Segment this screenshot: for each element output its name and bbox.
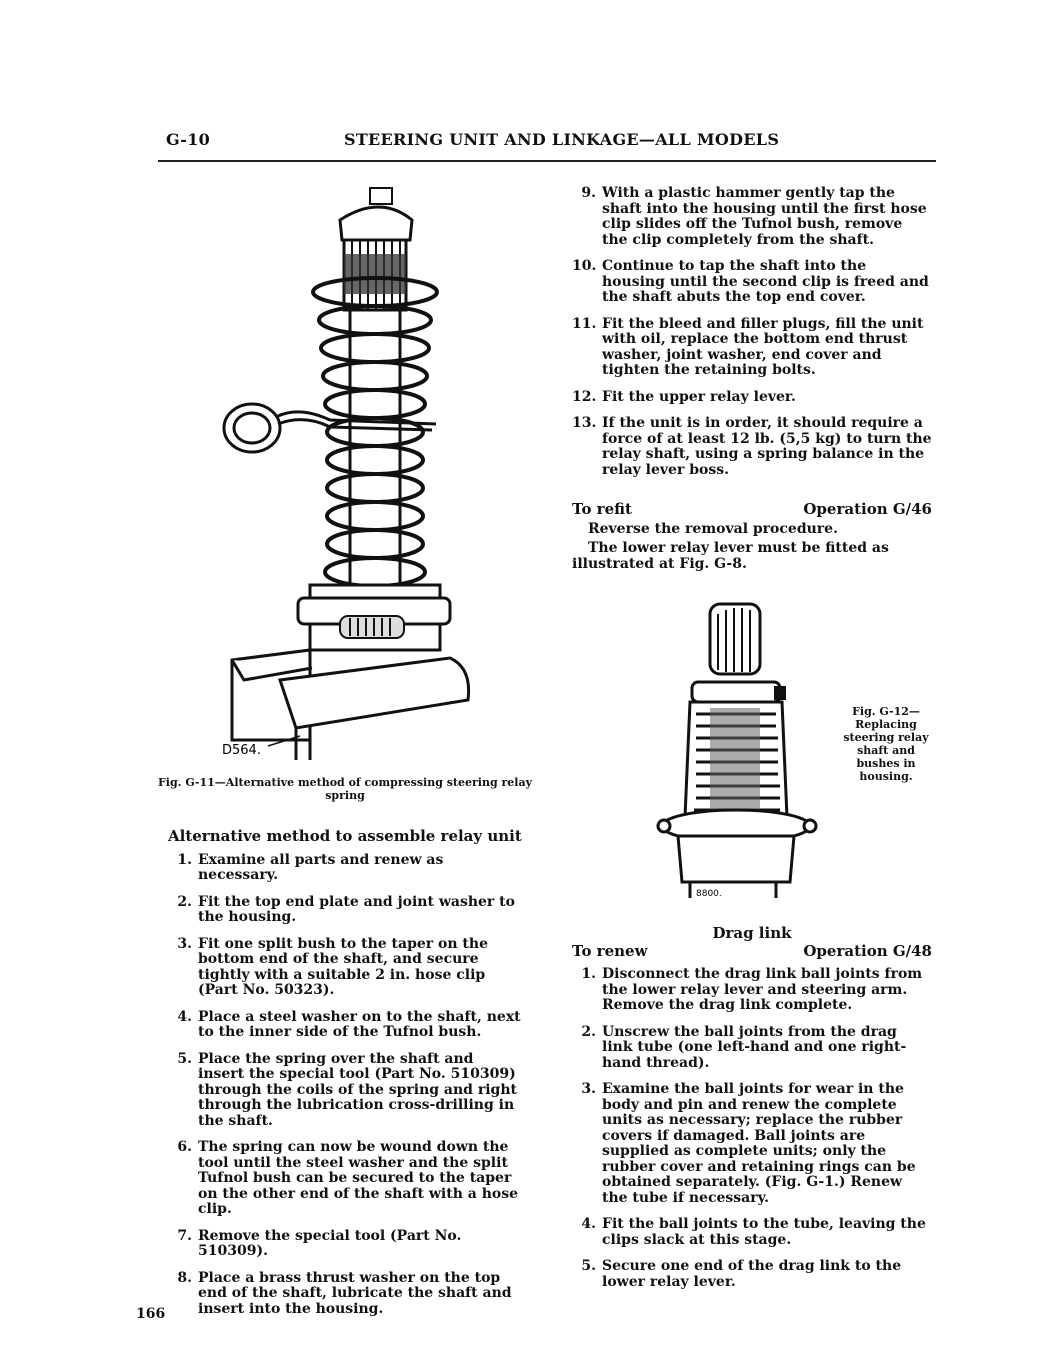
section-code: G-10 (166, 130, 211, 149)
list-item: 2. Fit the top end plate and joint washer to the housing. (177, 893, 515, 925)
refit-paragraph-1: Reverse the removal procedure. (588, 520, 838, 537)
figure-g11-spring-compression (200, 180, 500, 760)
list-item: 4. Place a steel washer on to the shaft, next to the inner side of the Tufnol bush. (177, 1008, 521, 1040)
drag-link-title: Drag link (712, 924, 792, 942)
header-rule (158, 160, 936, 162)
drag-link-operation: Operation G/48 (803, 941, 932, 960)
list-item: 8. Place a brass thrust washer on the top end of the shaft, lubricate the shaft and insert into the housing. (177, 1269, 512, 1317)
figure-g12-ref-label: 8800. (696, 889, 722, 899)
section-title-alt-method: Alternative method to assemble relay unit (168, 827, 522, 845)
list-item: 9. With a plastic hammer gently tap the shaft into the housing until the first hose clip slides off the Tufnol bush, remove the clip completely from the shaft. (581, 185, 927, 248)
list-item: 5. Place the spring over the shaft and insert the special tool (Part No. 510309) through the coils of the spring and right through the lubrication cross-drilling in the shaft. (177, 1050, 517, 1129)
list-item: 5. Secure one end of the drag link to the lower relay lever. (581, 1258, 902, 1290)
drag-link-label: To renew (572, 941, 648, 960)
right-column-top (572, 186, 932, 489)
drag-link-heading (572, 941, 932, 960)
drag-link-section (572, 926, 932, 1301)
left-column (168, 829, 522, 1328)
list-item: 13. If the unit is in order, it should require a force of at least 12 lb. (5,5 kg) to turn the relay shaft, using a spring balance in the relay lever boss. (572, 415, 932, 478)
refit-operation: Operation G/46 (803, 500, 932, 518)
list-item: 6. The spring can now be wound down the tool until the steel washer and the split Tufnol bush can be secured to the taper on the other end of the shaft with a hose clip. (177, 1139, 519, 1217)
list-item: 4. Fit the ball joints to the tube, leaving the clips slack at this stage. (581, 1216, 926, 1248)
refit-paragraph-2: The lower relay lever must be fitted as illustrated at Fig. G-8. (572, 540, 889, 572)
refit-label: To refit (572, 500, 632, 518)
list-item: 2. Unscrew the ball joints from the drag link tube (one left-hand and one right-hand thread). (581, 1023, 907, 1071)
page-title: STEERING UNIT AND LINKAGE—ALL MODELS (344, 130, 780, 149)
list-item: 7. Remove the special tool (Part No. 510309). (177, 1227, 462, 1259)
list-item: 3. Examine the ball joints for wear in the body and pin and renew the complete units as necessary; replace the rubber covers if damaged. Ball joints are supplied as complete units; only the rubber cover and retaining rings can be obtained separately. (Fig. G-1.) Renew the tube if necessary. (581, 1081, 916, 1206)
list-item: 3. Fit one split bush to the taper on the bottom end of the shaft, and secure tightly with a suitable 2 in. hose clip (Part No. 50323). (177, 935, 488, 998)
list-item: 11. Fit the bleed and filler plugs, fill the unit with oil, replace the bottom end thrust washer, joint washer, end cover and tighten the retaining bolts. (572, 315, 924, 378)
list-item: 1. Examine all parts and renew as necessary. (177, 851, 444, 883)
list-item: 10. Continue to tap the shaft into the housing until the second clip is freed and the shaft abuts the top end cover. (572, 258, 929, 305)
list-item: 12. Fit the upper relay lever. (572, 388, 796, 405)
refit-heading (572, 502, 932, 518)
page-number: 166 (136, 1306, 166, 1322)
figure-g11-caption: Fig. G-11—Alternative method of compressing steering relay spring (158, 776, 532, 802)
figure-g11-ref-label: D564. (222, 743, 261, 758)
refit-section (572, 502, 932, 572)
list-item: 1. Disconnect the drag link ball joints from the lower relay lever and steering arm. Remove the drag link complete. (581, 966, 923, 1013)
figure-g12-relay-shaft (650, 600, 830, 900)
figure-g12-caption: Fig. G-12— Replacing steering relay shaft and bushes in housing. (843, 705, 929, 783)
